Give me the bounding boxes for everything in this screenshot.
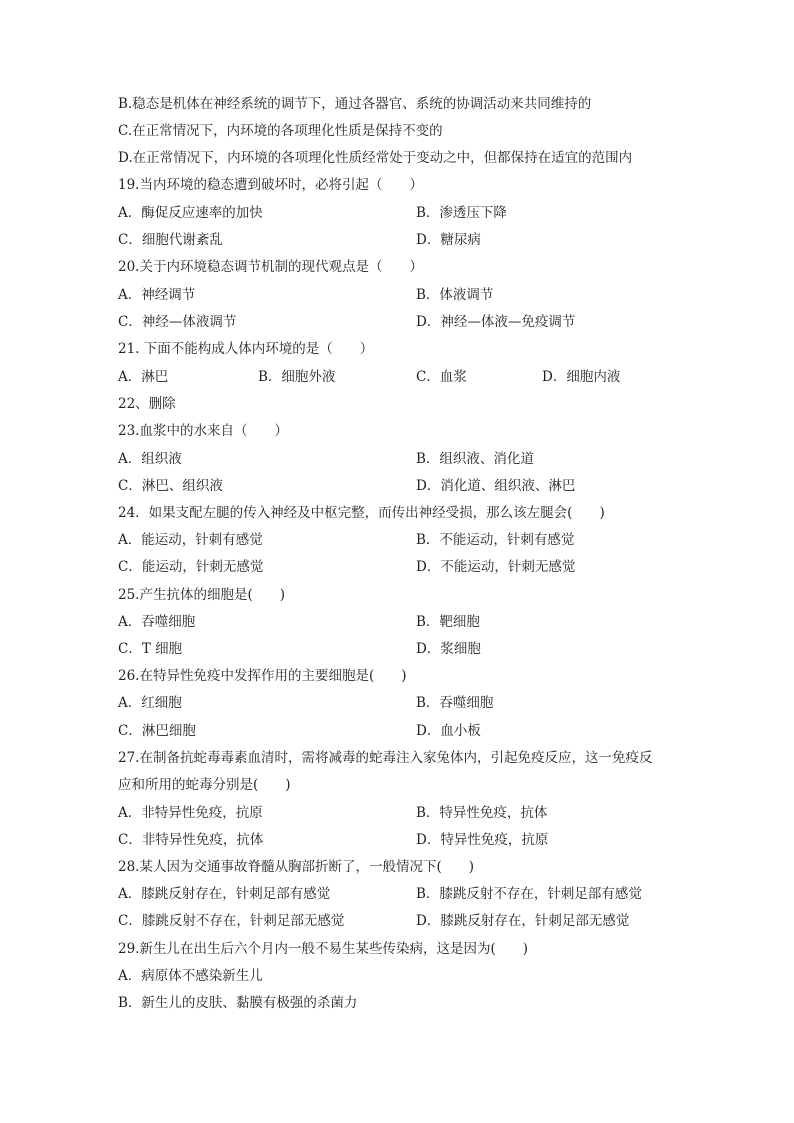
question-23-row-2 bbox=[118, 473, 678, 500]
option-d: D．不能运动，针刺无感觉 bbox=[416, 559, 576, 575]
option-a: A．红细胞 bbox=[118, 695, 182, 711]
question-27-stem-line-2: 应和所用的蛇毒分别是( ) bbox=[118, 777, 291, 793]
question-22-stem: 22、删除 bbox=[118, 396, 176, 412]
option-d: D．神经—体液—免疫调节 bbox=[416, 314, 576, 330]
option-b: B．体液调节 bbox=[416, 287, 494, 303]
option-d: D．消化道、组织液、淋巴 bbox=[416, 478, 576, 494]
option-b: B．渗透压下降 bbox=[416, 205, 507, 221]
option-c: C．神经—体液调节 bbox=[118, 314, 237, 330]
question-21-stem: 21. 下面不能构成人体内环境的是（ ） bbox=[118, 341, 374, 357]
option-a: A．神经调节 bbox=[118, 287, 196, 303]
question-26-stem: 26.在特异性免疫中发挥作用的主要细胞是( ) bbox=[118, 668, 407, 684]
question-29-stem: 29.新生儿在出生后六个月内一般不易生某些传染病，这是因为( ) bbox=[118, 941, 529, 957]
question-28-stem: 28.某人因为交通事故脊髓从胸部折断了，一般情况下( ) bbox=[118, 859, 475, 875]
question-26-row-2 bbox=[118, 718, 678, 745]
question-25-stem: 25.产生抗体的细胞是( ) bbox=[118, 587, 286, 603]
question-25-row-1 bbox=[118, 609, 678, 636]
option-c: C．膝跳反射不存在，针刺足部无感觉 bbox=[118, 913, 345, 929]
question-26-row-1 bbox=[118, 690, 678, 717]
option-d: D．血小板 bbox=[416, 723, 481, 739]
question-19-stem: 19.当内环境的稳态遭到破坏时，必将引起（ ） bbox=[118, 177, 423, 193]
option-a: A．组织液 bbox=[118, 451, 182, 467]
option-c: C．淋巴细胞 bbox=[118, 723, 196, 739]
question-20-row-2 bbox=[118, 309, 678, 336]
option-c: C．能运动，针刺无感觉 bbox=[118, 559, 264, 575]
question-20-stem: 20.关于内环境稳态调节机制的现代观点是（ ） bbox=[118, 259, 423, 275]
question-24-stem: 24．如果支配左腿的传入神经及中枢完整，而传出神经受损，那么该左腿会( ) bbox=[118, 505, 605, 521]
option-b: B．组织液、消化道 bbox=[416, 451, 534, 467]
option-c: C．非特异性免疫，抗体 bbox=[118, 832, 264, 848]
question-27-row-1 bbox=[118, 800, 678, 827]
option-b: B．新生儿的皮肤、黏膜有极强的杀菌力 bbox=[118, 995, 358, 1011]
option-a: A．淋巴 bbox=[118, 369, 169, 385]
option-a: A．病原体不感染新生儿 bbox=[118, 968, 263, 984]
prev-option-d: D.在正常情况下，内环境的各项理化性质经常处于变动之中，但都保持在适宜的范围内 bbox=[118, 150, 633, 166]
option-d: D．糖尿病 bbox=[416, 232, 481, 248]
question-24-row-1 bbox=[118, 527, 678, 554]
question-27-stem-line-1: 27.在制备抗蛇毒毒素血清时，需将减毒的蛇毒注入家兔体内，引起免疫反应，这一免疫反 bbox=[118, 750, 653, 766]
option-d: D．特异性免疫，抗原 bbox=[416, 832, 549, 848]
option-a: A．吞噬细胞 bbox=[118, 614, 196, 630]
question-23-stem: 23.血浆中的水来自（ ） bbox=[118, 423, 288, 439]
option-a: A．能运动，针刺有感觉 bbox=[118, 532, 263, 548]
option-a: A．酶促反应速率的加快 bbox=[118, 205, 263, 221]
question-27-row-2 bbox=[118, 827, 678, 854]
option-d: D．膝跳反射存在，针刺足部无感觉 bbox=[416, 913, 630, 929]
question-25-row-2 bbox=[118, 636, 678, 663]
option-b: B．吞噬细胞 bbox=[416, 695, 494, 711]
option-b: B．细胞外液 bbox=[258, 369, 336, 385]
option-d: D．浆细胞 bbox=[416, 641, 481, 657]
question-21-row-1 bbox=[118, 364, 678, 391]
question-19-row-1 bbox=[118, 200, 678, 227]
option-c: C．淋巴、组织液 bbox=[118, 478, 223, 494]
question-24-row-2 bbox=[118, 554, 678, 581]
prev-option-c: C.在正常情况下，内环境的各项理化性质是保持不变的 bbox=[118, 123, 443, 139]
question-28-row-1 bbox=[118, 881, 678, 908]
option-a: A．膝跳反射存在，针刺足部有感觉 bbox=[118, 886, 331, 902]
option-d: D．细胞内液 bbox=[542, 369, 621, 385]
option-b: B．靶细胞 bbox=[416, 614, 480, 630]
option-c: C．细胞代谢紊乱 bbox=[118, 232, 223, 248]
option-b: B．膝跳反射不存在，针刺足部有感觉 bbox=[416, 886, 642, 902]
question-20-row-1 bbox=[118, 282, 678, 309]
option-b: B．特异性免疫，抗体 bbox=[416, 805, 548, 821]
option-b: B．不能运动，针刺有感觉 bbox=[416, 532, 575, 548]
prev-option-b: B.稳态是机体在神经系统的调节下，通过各器官、系统的协调活动来共同维持的 bbox=[118, 96, 592, 112]
question-23-row-1 bbox=[118, 446, 678, 473]
option-c: C．血浆 bbox=[416, 369, 467, 385]
question-19-row-2 bbox=[118, 227, 678, 254]
question-28-row-2 bbox=[118, 908, 678, 935]
option-c: C．T 细胞 bbox=[118, 641, 183, 657]
option-a: A．非特异性免疫，抗原 bbox=[118, 805, 263, 821]
